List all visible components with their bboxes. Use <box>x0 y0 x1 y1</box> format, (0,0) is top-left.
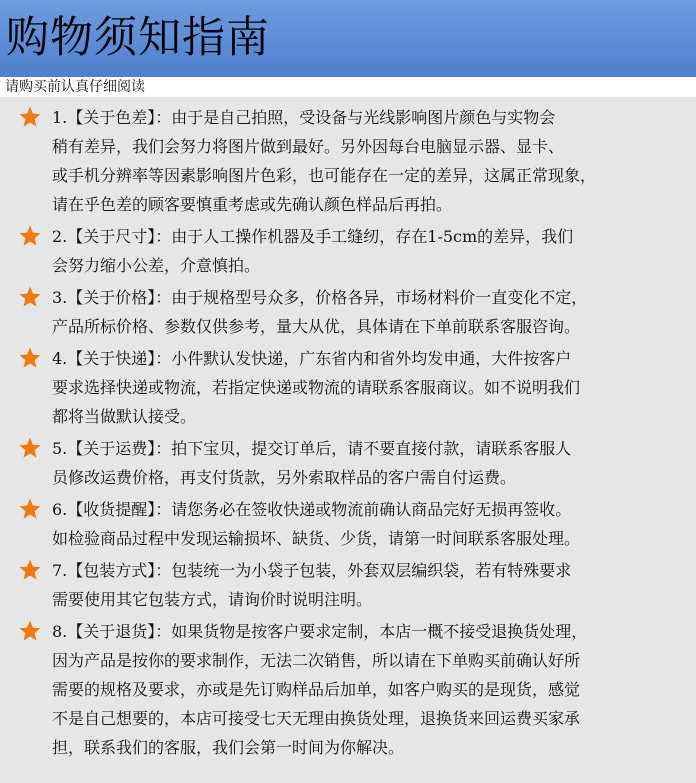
guide-item-line: 请在乎色差的顾客要慎重考虑或先确认颜色样品后再拍。 <box>52 195 453 214</box>
guide-item-color-difference <box>14 103 682 219</box>
guide-item-line: 如检验商品过程中发现运输损坏、缺货、少货，请第一时间联系客服处理。 <box>52 529 581 548</box>
page-subtitle: 请购买前认真仔细阅读 <box>0 77 696 97</box>
star-icon <box>18 346 42 370</box>
guide-item-line: 需要使用其它包装方式，请询价时说明注明。 <box>52 590 373 609</box>
star-icon <box>18 285 42 309</box>
guide-item-shipping-fee <box>14 434 682 492</box>
guide-item-line: 8.【关于退货】：如果货物是按客户要求定制，本店一概不接受退换货处理， <box>52 622 588 641</box>
guide-item-line: 因为产品是按你的要求制作，无法二次销售，所以请在下单购买前确认好所 <box>52 651 581 670</box>
guide-item-line: 7.【包装方式】：包装统一为小袋子包装，外套双层编织袋，若有特殊要求 <box>52 561 572 580</box>
page-title: 购物须知指南 <box>0 0 696 77</box>
guide-item-line: 5.【关于运费】：拍下宝贝，提交订单后，请不要直接付款，请联系客服人 <box>52 439 572 458</box>
guide-item-line: 稍有差异，我们会努力将图片做到最好。另外因每台电脑显示器、显卡、 <box>52 137 565 156</box>
star-icon <box>18 105 42 129</box>
guide-item-receipt-reminder <box>14 495 682 553</box>
guide-item-line: 不是自己想要的，本店可接受七天无理由换货处理，退换货来回运费买家承 <box>52 709 581 728</box>
star-icon <box>18 436 42 460</box>
star-icon <box>18 497 42 521</box>
guide-item-packaging <box>14 556 682 614</box>
guide-item-line: 3.【关于价格】：由于规格型号众多，价格各异，市场材料价一直变化不定， <box>52 288 588 307</box>
guide-item-line: 1.【关于色差】：由于是自己拍照，受设备与光线影响图片颜色与实物会 <box>52 108 556 127</box>
guide-item-line: 6.【收货提醒】：请您务必在签收快递或物流前确认商品完好无损再签收。 <box>52 500 572 519</box>
star-icon <box>18 558 42 582</box>
guide-item-line: 2.【关于尺寸】：由于人工操作机器及手工缝纫，存在1-5cm的差异，我们 <box>52 227 574 246</box>
guide-item-price <box>14 283 682 341</box>
guide-item-line: 产品所标价格、参数仅供参考，量大从优，具体请在下单前联系客服咨询。 <box>52 317 581 336</box>
guide-item-line: 担，联系我们的客服，我们会第一时间为你解决。 <box>52 738 405 757</box>
guide-item-line: 要求选择快递或物流，若指定快递或物流的请联系客服商议。如不说明我们 <box>52 378 581 397</box>
guide-item-returns <box>14 617 682 762</box>
guide-item-line: 需要的规格及要求，亦或是先订购样品后加单，如客户购买的是现货，感觉 <box>52 680 581 699</box>
star-icon <box>18 619 42 643</box>
guide-list <box>0 98 696 783</box>
star-icon <box>18 224 42 248</box>
guide-item-line: 都将当做默认接受。 <box>52 407 197 426</box>
guide-item-line: 会努力缩小公差，介意慎拍。 <box>52 256 261 275</box>
guide-item-line: 员修改运费价格，再支付货款，另外索取样品的客户需自付运费。 <box>52 468 517 487</box>
guide-item-size <box>14 222 682 280</box>
guide-item-delivery <box>14 344 682 431</box>
guide-item-line: 4.【关于快递】：小件默认发快递，广东省内和省外均发申通，大件按客户 <box>52 349 572 368</box>
guide-item-line: 或手机分辨率等因素影响图片色彩，也可能存在一定的差异，这属正常现象， <box>52 166 597 185</box>
